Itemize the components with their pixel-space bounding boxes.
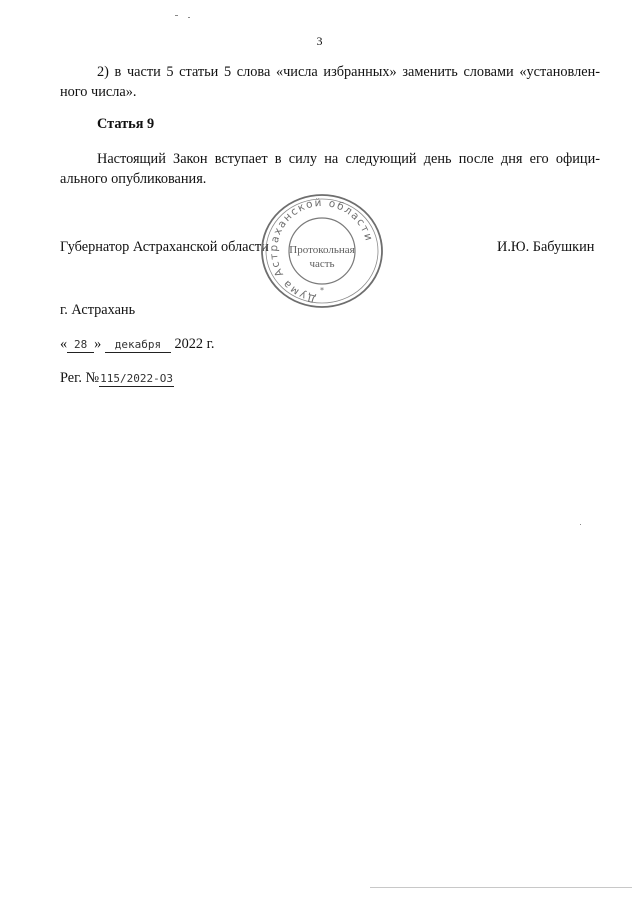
date-close-quote: » xyxy=(94,336,102,352)
registration-label: Рег. № xyxy=(60,370,100,386)
scan-speck xyxy=(175,15,178,16)
official-stamp xyxy=(258,193,386,316)
item-2-line-2: ного числа». xyxy=(60,84,137,100)
signing-date xyxy=(60,336,214,353)
article-paragraph xyxy=(60,149,600,189)
signatory-name: И.Ю. Бабушкин xyxy=(497,239,595,255)
place-of-signing: г. Астрахань xyxy=(60,302,136,318)
article-line-2: ального опубликования. xyxy=(60,171,207,187)
item-2-line-1: 2) в части 5 статьи 5 слова «числа избранных» заменить словами «установлен- xyxy=(97,64,600,80)
scan-speck xyxy=(188,17,190,18)
date-year: 2022 г. xyxy=(174,336,215,352)
date-day: 28 xyxy=(67,338,94,353)
scan-edge-line xyxy=(370,887,632,888)
stamp-center-line-2: часть xyxy=(309,258,335,270)
registration-number: 115/2022-ОЗ xyxy=(100,372,174,385)
stamp-ring-textpath: Дума Астраханской области xyxy=(267,196,376,305)
stamp-seal-icon xyxy=(258,193,386,311)
stamp-star-icon: * xyxy=(320,286,324,295)
article-heading: Статья 9 xyxy=(97,116,155,132)
item-2-paragraph xyxy=(60,62,600,102)
date-month: декабря xyxy=(105,338,171,353)
registration-line xyxy=(60,370,174,387)
page-number: 3 xyxy=(316,34,323,48)
date-open-quote: « xyxy=(60,336,68,352)
scan-speck xyxy=(580,524,581,525)
stamp-center-line-1: Протокольная xyxy=(289,244,355,256)
signatory-position: Губернатор Астраханской области xyxy=(60,239,269,255)
article-line-1: Настоящий Закон вступает в силу на следующий день после дня его офици- xyxy=(97,151,600,167)
